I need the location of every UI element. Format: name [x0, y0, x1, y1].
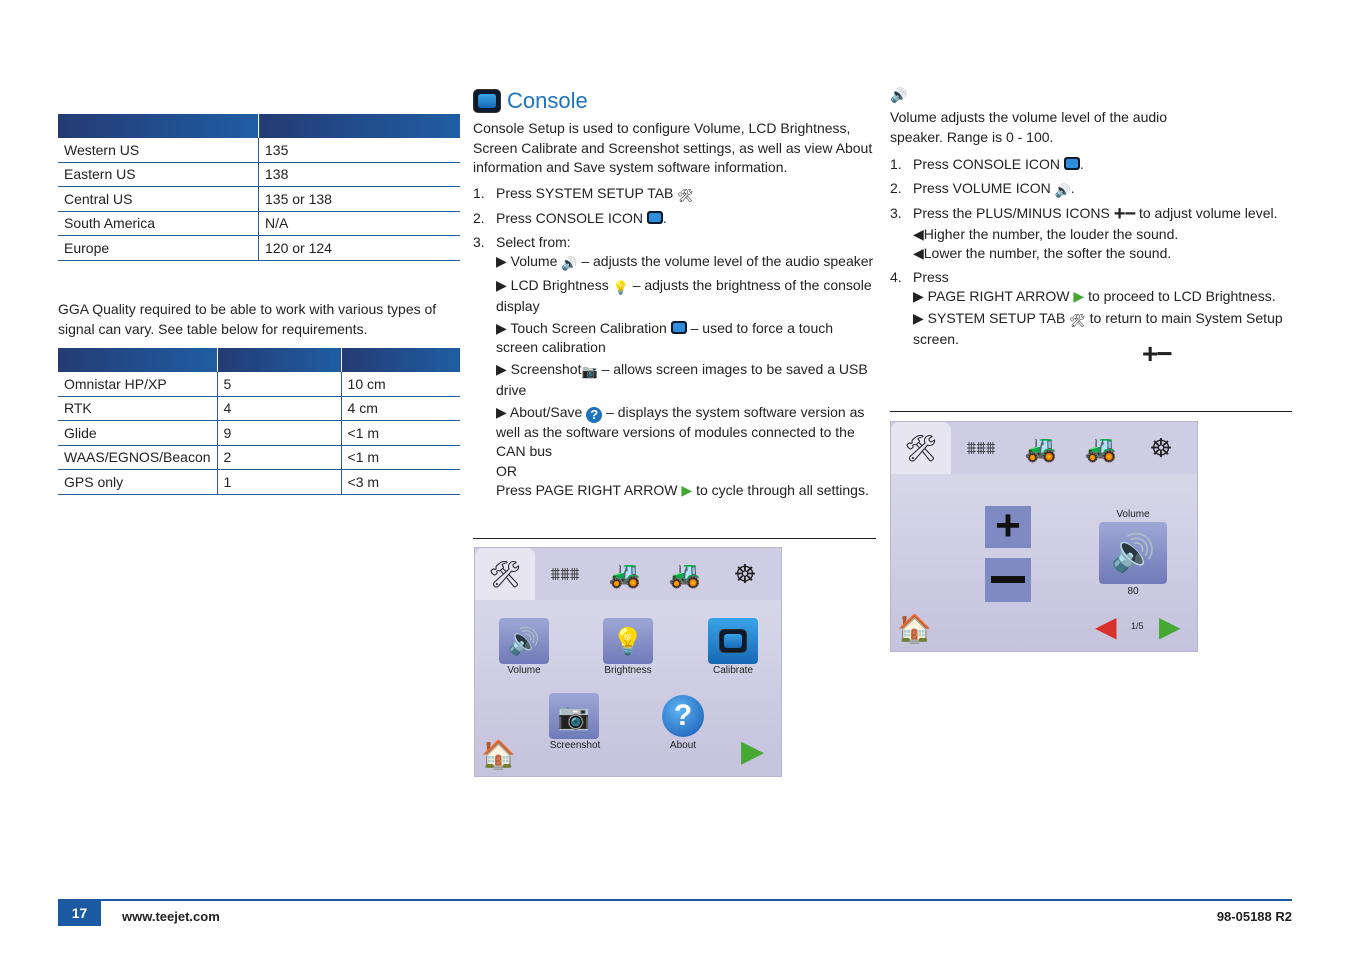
console-step-3: [473, 233, 876, 253]
step-text: Press: [913, 268, 949, 285]
instruction-desc: to return to main System Setup screen.: [913, 309, 1283, 347]
option-volume: [473, 252, 876, 274]
console-icon: [1064, 157, 1080, 170]
table-row: [58, 211, 460, 236]
tractor-icon: 🚜: [1024, 432, 1058, 463]
calibrate-icon: [719, 629, 747, 653]
console-step-2: [473, 209, 876, 229]
speaker-icon: 🔊: [507, 625, 541, 656]
table-row: [58, 138, 460, 162]
calibrate-button[interactable]: [708, 618, 758, 664]
step-number: 3.: [473, 233, 485, 250]
console-step-1: [473, 184, 876, 206]
tilt-tab[interactable]: [1071, 422, 1131, 474]
table-cell: RTK: [58, 396, 217, 421]
step-text: Press CONSOLE ICON: [496, 210, 644, 226]
page-right-instruction: [890, 287, 1290, 307]
step-number: 1.: [473, 184, 485, 201]
calibrate-label: Calibrate: [712, 665, 754, 676]
instruction-label: ▶ SYSTEM SETUP TAB: [913, 309, 1066, 326]
volume-step-4: [890, 268, 1290, 288]
table-row: [58, 162, 460, 187]
divider: [473, 538, 876, 539]
volume-step-3: [890, 204, 1290, 225]
plus-minus-icon-large: +−: [1142, 338, 1171, 369]
boom-icon: ⩩⩩⩩: [550, 563, 580, 584]
table-cell: 9: [217, 421, 341, 446]
volume-section: [890, 108, 1290, 350]
implement-tab[interactable]: [535, 548, 595, 600]
vehicle-tab[interactable]: [1011, 422, 1071, 474]
table-cell: WAAS/EGNOS/Beacon: [58, 445, 217, 470]
tab-bar: [475, 548, 781, 600]
option-lcd-brightness: [473, 276, 876, 317]
volume-value: 80: [1127, 586, 1139, 597]
console-section: [473, 119, 876, 501]
option-label: ▶ Screenshot: [496, 360, 582, 377]
vehicle-tab[interactable]: [595, 548, 655, 600]
option-label: ▶ About/Save: [496, 403, 583, 420]
speaker-icon: 🔊: [1110, 532, 1156, 573]
higher-note: ◀Higher the number, the louder the sound.: [913, 225, 1179, 242]
plus-icon: +: [995, 501, 1021, 550]
option-desc: – adjusts the volume level of the audio speaker: [581, 253, 874, 269]
option-about-save: [473, 403, 876, 462]
step-text: Press the PLUS/MINUS ICONS: [913, 205, 1110, 221]
calibrate-icon: [671, 321, 687, 334]
minus-button[interactable]: [985, 558, 1031, 602]
page-right-instruction: [473, 481, 876, 501]
console-heading: [473, 88, 588, 114]
plus-button[interactable]: [985, 501, 1031, 550]
camera-icon: 📷: [581, 363, 598, 379]
table-cell: 5: [217, 372, 341, 396]
option-desc: – allows screen images to be saved a USB drive: [496, 360, 868, 398]
tilt-tab[interactable]: [655, 548, 715, 600]
console-icon: [647, 211, 663, 224]
instruction-desc: to proceed to LCD Brightness.: [1088, 288, 1276, 304]
step-text: Press VOLUME ICON: [913, 179, 1051, 196]
option-touch-calibration: [473, 319, 876, 358]
tools-icon: 🛠: [488, 558, 522, 589]
instruction-desc: to cycle through all settings.: [696, 482, 869, 498]
page-left-button[interactable]: [1095, 610, 1117, 643]
page-right-arrow-icon: ▶: [681, 482, 693, 498]
camera-icon: 📷: [557, 700, 591, 731]
console-title: Console: [507, 88, 588, 113]
footer-rule: [58, 899, 1292, 901]
page-left-arrow-icon: ◀: [1095, 611, 1117, 642]
volume-screen: [890, 421, 1198, 652]
table-cell: 2: [217, 445, 341, 470]
option-label: ▶ Volume: [496, 253, 558, 269]
step-number: 4.: [890, 268, 902, 285]
step-text: Press CONSOLE ICON: [913, 156, 1061, 172]
steering-wheel-icon: ☸: [1149, 432, 1173, 463]
table-cell: <3 m: [341, 470, 460, 495]
step-number: 3.: [890, 205, 902, 221]
table-row: [58, 236, 460, 261]
screenshot-button[interactable]: [549, 693, 599, 739]
table-row: [58, 396, 460, 421]
option-desc: – adjusts the brightness of the console display: [496, 276, 872, 314]
question-icon: ?: [586, 407, 602, 423]
table-row: [58, 187, 460, 212]
table-header-row: [58, 348, 460, 372]
table-cell: 4: [217, 396, 341, 421]
system-setup-tab-icon: 🛠: [1069, 312, 1086, 328]
home-button[interactable]: [897, 612, 932, 645]
screenshot-label: Screenshot: [549, 740, 601, 751]
table-cell: <1 m: [341, 445, 460, 470]
about-label: About: [669, 740, 697, 751]
step-text: Select from:: [496, 233, 571, 250]
tractor-icon: 🚜: [608, 558, 642, 589]
step-number: 1.: [890, 156, 902, 172]
region-frequency-table: [58, 114, 460, 261]
table-cell: 138: [259, 162, 461, 187]
tools-icon: 🛠: [904, 432, 938, 463]
volume-heading-icon: 🔊: [890, 87, 908, 103]
page-right-button[interactable]: [1159, 610, 1181, 643]
table-cell: 1: [217, 470, 341, 495]
lower-note: ◀Lower the number, the softer the sound.: [913, 245, 1172, 261]
table-cell: <1 m: [341, 421, 460, 446]
lightbulb-icon: 💡: [612, 279, 629, 295]
volume-button[interactable]: [499, 618, 549, 664]
table-cell: 10 cm: [341, 372, 460, 396]
table-row: [58, 372, 460, 396]
volume-icon: 🔊: [1054, 182, 1071, 198]
console-intro: Console Setup is used to configure Volume, LCD Brightness, Screen Calibrate and Screenshot settings, as well as view About information and Save system software information.: [473, 120, 873, 175]
minus-icon: [991, 576, 1025, 583]
home-icon: 🏠: [897, 613, 932, 644]
table-cell: South America: [58, 211, 259, 236]
option-label: ▶ LCD Brightness: [496, 276, 609, 293]
system-setup-tab[interactable]: [891, 422, 951, 474]
steering-tab[interactable]: [715, 548, 775, 600]
plus-minus-icon: +−: [1113, 203, 1136, 225]
step-end: .: [662, 210, 667, 226]
implement-tab[interactable]: [951, 422, 1011, 474]
volume-intro: Volume adjusts the volume level of the audio speaker. Range is 0 - 100.: [890, 109, 1168, 145]
volume-label: Volume: [507, 665, 541, 676]
table-cell: Eastern US: [58, 162, 259, 187]
question-icon: ?: [662, 695, 704, 737]
table-cell: Europe: [58, 236, 259, 261]
step-text-end: to adjust volume level.: [1138, 205, 1278, 221]
table-cell: 120 or 124: [259, 236, 461, 261]
step-number: 2.: [890, 179, 902, 196]
tilt-icon: 🚜: [668, 558, 702, 589]
gga-paragraph: GGA Quality required to be able to work with various types of signal can vary. See table below for requirements.: [58, 301, 437, 337]
volume-icon: 🔊: [561, 256, 578, 271]
system-tab-instruction: [890, 309, 1290, 350]
about-button[interactable]: [658, 693, 708, 739]
table-cell: 4 cm: [341, 396, 460, 421]
lightbulb-icon: 💡: [611, 625, 645, 656]
table-row: [58, 445, 460, 470]
system-setup-tab-icon: 🛠: [677, 187, 694, 203]
table-cell: Central US: [58, 187, 259, 212]
document-number: 98-05188 R2: [1216, 909, 1292, 924]
instruction-label: ▶ PAGE RIGHT ARROW: [913, 288, 1070, 304]
steering-wheel-icon: ☸: [733, 558, 757, 589]
volume-label: Volume: [1116, 509, 1150, 520]
page-right-arrow-icon: ▶: [741, 735, 765, 768]
gga-quality-table: [58, 348, 460, 495]
system-setup-tab[interactable]: [475, 548, 535, 600]
table-row: [58, 421, 460, 446]
tab-bar: [891, 422, 1197, 474]
table-cell: Glide: [58, 421, 217, 446]
divider: [890, 411, 1292, 412]
table-row: [58, 470, 460, 495]
step-number: 2.: [473, 210, 485, 226]
table-header-row: [58, 114, 460, 138]
page-right-arrow-icon: ▶: [1073, 288, 1085, 304]
console-icon: [473, 89, 501, 113]
step-end: .: [1079, 156, 1084, 172]
table-cell: N/A: [259, 211, 461, 236]
page-right-arrow-icon: ▶: [1159, 611, 1181, 642]
brightness-button[interactable]: [603, 618, 653, 664]
home-icon: 🏠: [481, 739, 516, 770]
table-cell: Western US: [58, 138, 259, 162]
steering-tab[interactable]: [1131, 422, 1191, 474]
step-text: Press SYSTEM SETUP TAB: [496, 184, 674, 201]
table-cell: 135: [259, 138, 461, 162]
option-screenshot: [473, 360, 876, 401]
volume-step-2: [890, 179, 1290, 201]
table-cell: 135 or 138: [259, 187, 461, 212]
option-desc: – used to force a touch screen calibration: [496, 319, 834, 355]
volume-step-1: [890, 155, 1290, 175]
option-desc: – displays the system software version as well as the software versions of modules connected to the CAN bus: [496, 403, 865, 459]
tilt-icon: 🚜: [1084, 432, 1118, 463]
page-right-button[interactable]: [741, 734, 764, 769]
table-cell: Omnistar HP/XP: [58, 372, 217, 396]
page-indicator: 1/5: [1131, 621, 1144, 631]
website-link[interactable]: www.teejet.com: [122, 909, 220, 924]
page-number: 17: [58, 901, 101, 926]
volume-icon-button[interactable]: [1099, 522, 1167, 584]
brightness-label: Brightness: [604, 665, 652, 676]
option-label: ▶ Touch Screen Calibration: [496, 319, 667, 336]
instruction-label: Press PAGE RIGHT ARROW: [496, 482, 678, 498]
home-button[interactable]: [481, 738, 516, 771]
console-screen: [474, 547, 782, 777]
table-cell: GPS only: [58, 470, 217, 495]
step-end: .: [1070, 179, 1075, 196]
or-text: OR: [496, 462, 517, 479]
boom-icon: ⩩⩩⩩: [966, 437, 996, 458]
